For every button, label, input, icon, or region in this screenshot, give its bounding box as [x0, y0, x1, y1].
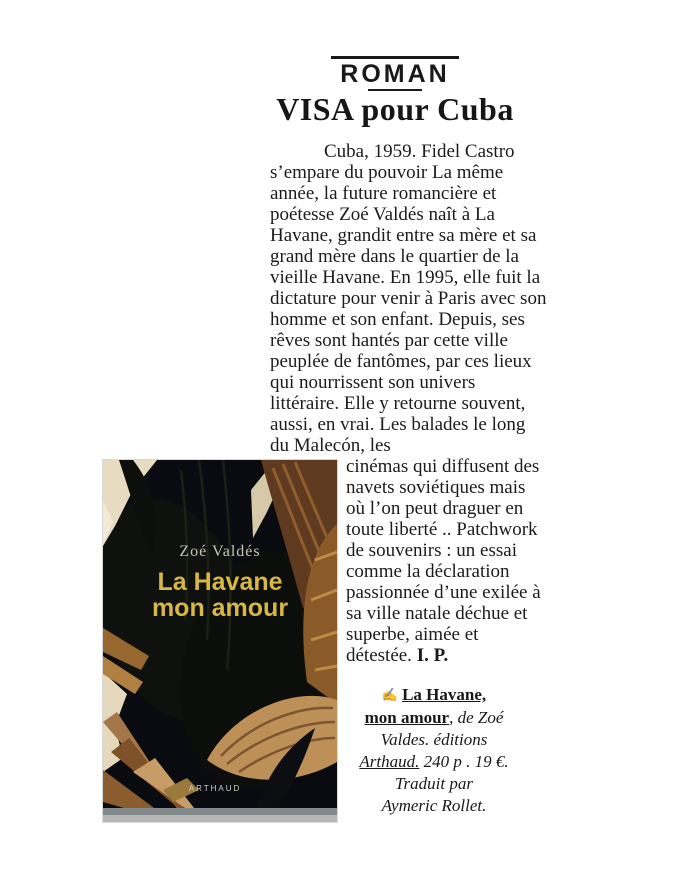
article-body	[103, 141, 548, 817]
citation-book-title-1: La Havane,	[402, 684, 487, 704]
article-title: VISA pour Cuba	[276, 91, 514, 127]
citation-book-title-2: mon amour	[364, 707, 450, 727]
section-kicker	[331, 56, 458, 91]
citation-line-4	[346, 751, 522, 773]
article-paragraph-1: Cuba, 1959. Fidel Castro s’empare du pouvoir La même année, la future romancière et poétesse Zoé Valdés naît à La Havane, grandit entre sa mère et sa grand mère dans le quartier de la vieille Havane. En 1995, elle fuit la dictature pour venir à Paris avec son homme et son enfant. Depuis, ses rêves sont hantés par cette ville peuplée de fantômes, par ces lieux qui nourrissent son univers littéraire. Elle y retourne souvent, aussi, en vrai. Les balades le long du Malecón, les	[270, 140, 547, 456]
book-cover-title-line1: La Havane	[157, 567, 283, 596]
book-cover-title-line2: mon amour	[151, 593, 289, 622]
article-header	[252, 0, 538, 127]
citation-line-2	[346, 707, 522, 729]
citation-publisher: Arthaud.	[359, 751, 420, 771]
book-cover-art	[103, 460, 337, 822]
citation-price-pages: 240 p . 19 €.	[419, 751, 509, 771]
book-citation	[346, 684, 522, 817]
pen-icon: ✍	[381, 686, 399, 702]
author-initials: I. P.	[416, 644, 449, 666]
article-paragraph-2-text: cinémas qui diffusent des navets soviétiques mais où l’on peut draguer en toute liberté .. Patchwork de souvenirs : un essai comme la déclaration passionnée d’une exilée à sa ville natale déchue et superbe, aimée et détestée.	[346, 455, 541, 666]
citation-author-intro: , de Zoé	[449, 707, 504, 727]
citation-line-5: Traduit par	[395, 773, 473, 793]
citation-line-1	[346, 684, 522, 707]
book-cover-publisher: ARTHAUD	[188, 783, 242, 793]
citation-line-6: Aymeric Rollet.	[381, 795, 487, 815]
section-kicker-label: ROMAN	[340, 60, 450, 88]
citation-line-3: Valdes. éditions	[380, 729, 488, 749]
book-cover-author: Zoé Valdés	[179, 542, 261, 560]
book-cover	[103, 460, 337, 822]
